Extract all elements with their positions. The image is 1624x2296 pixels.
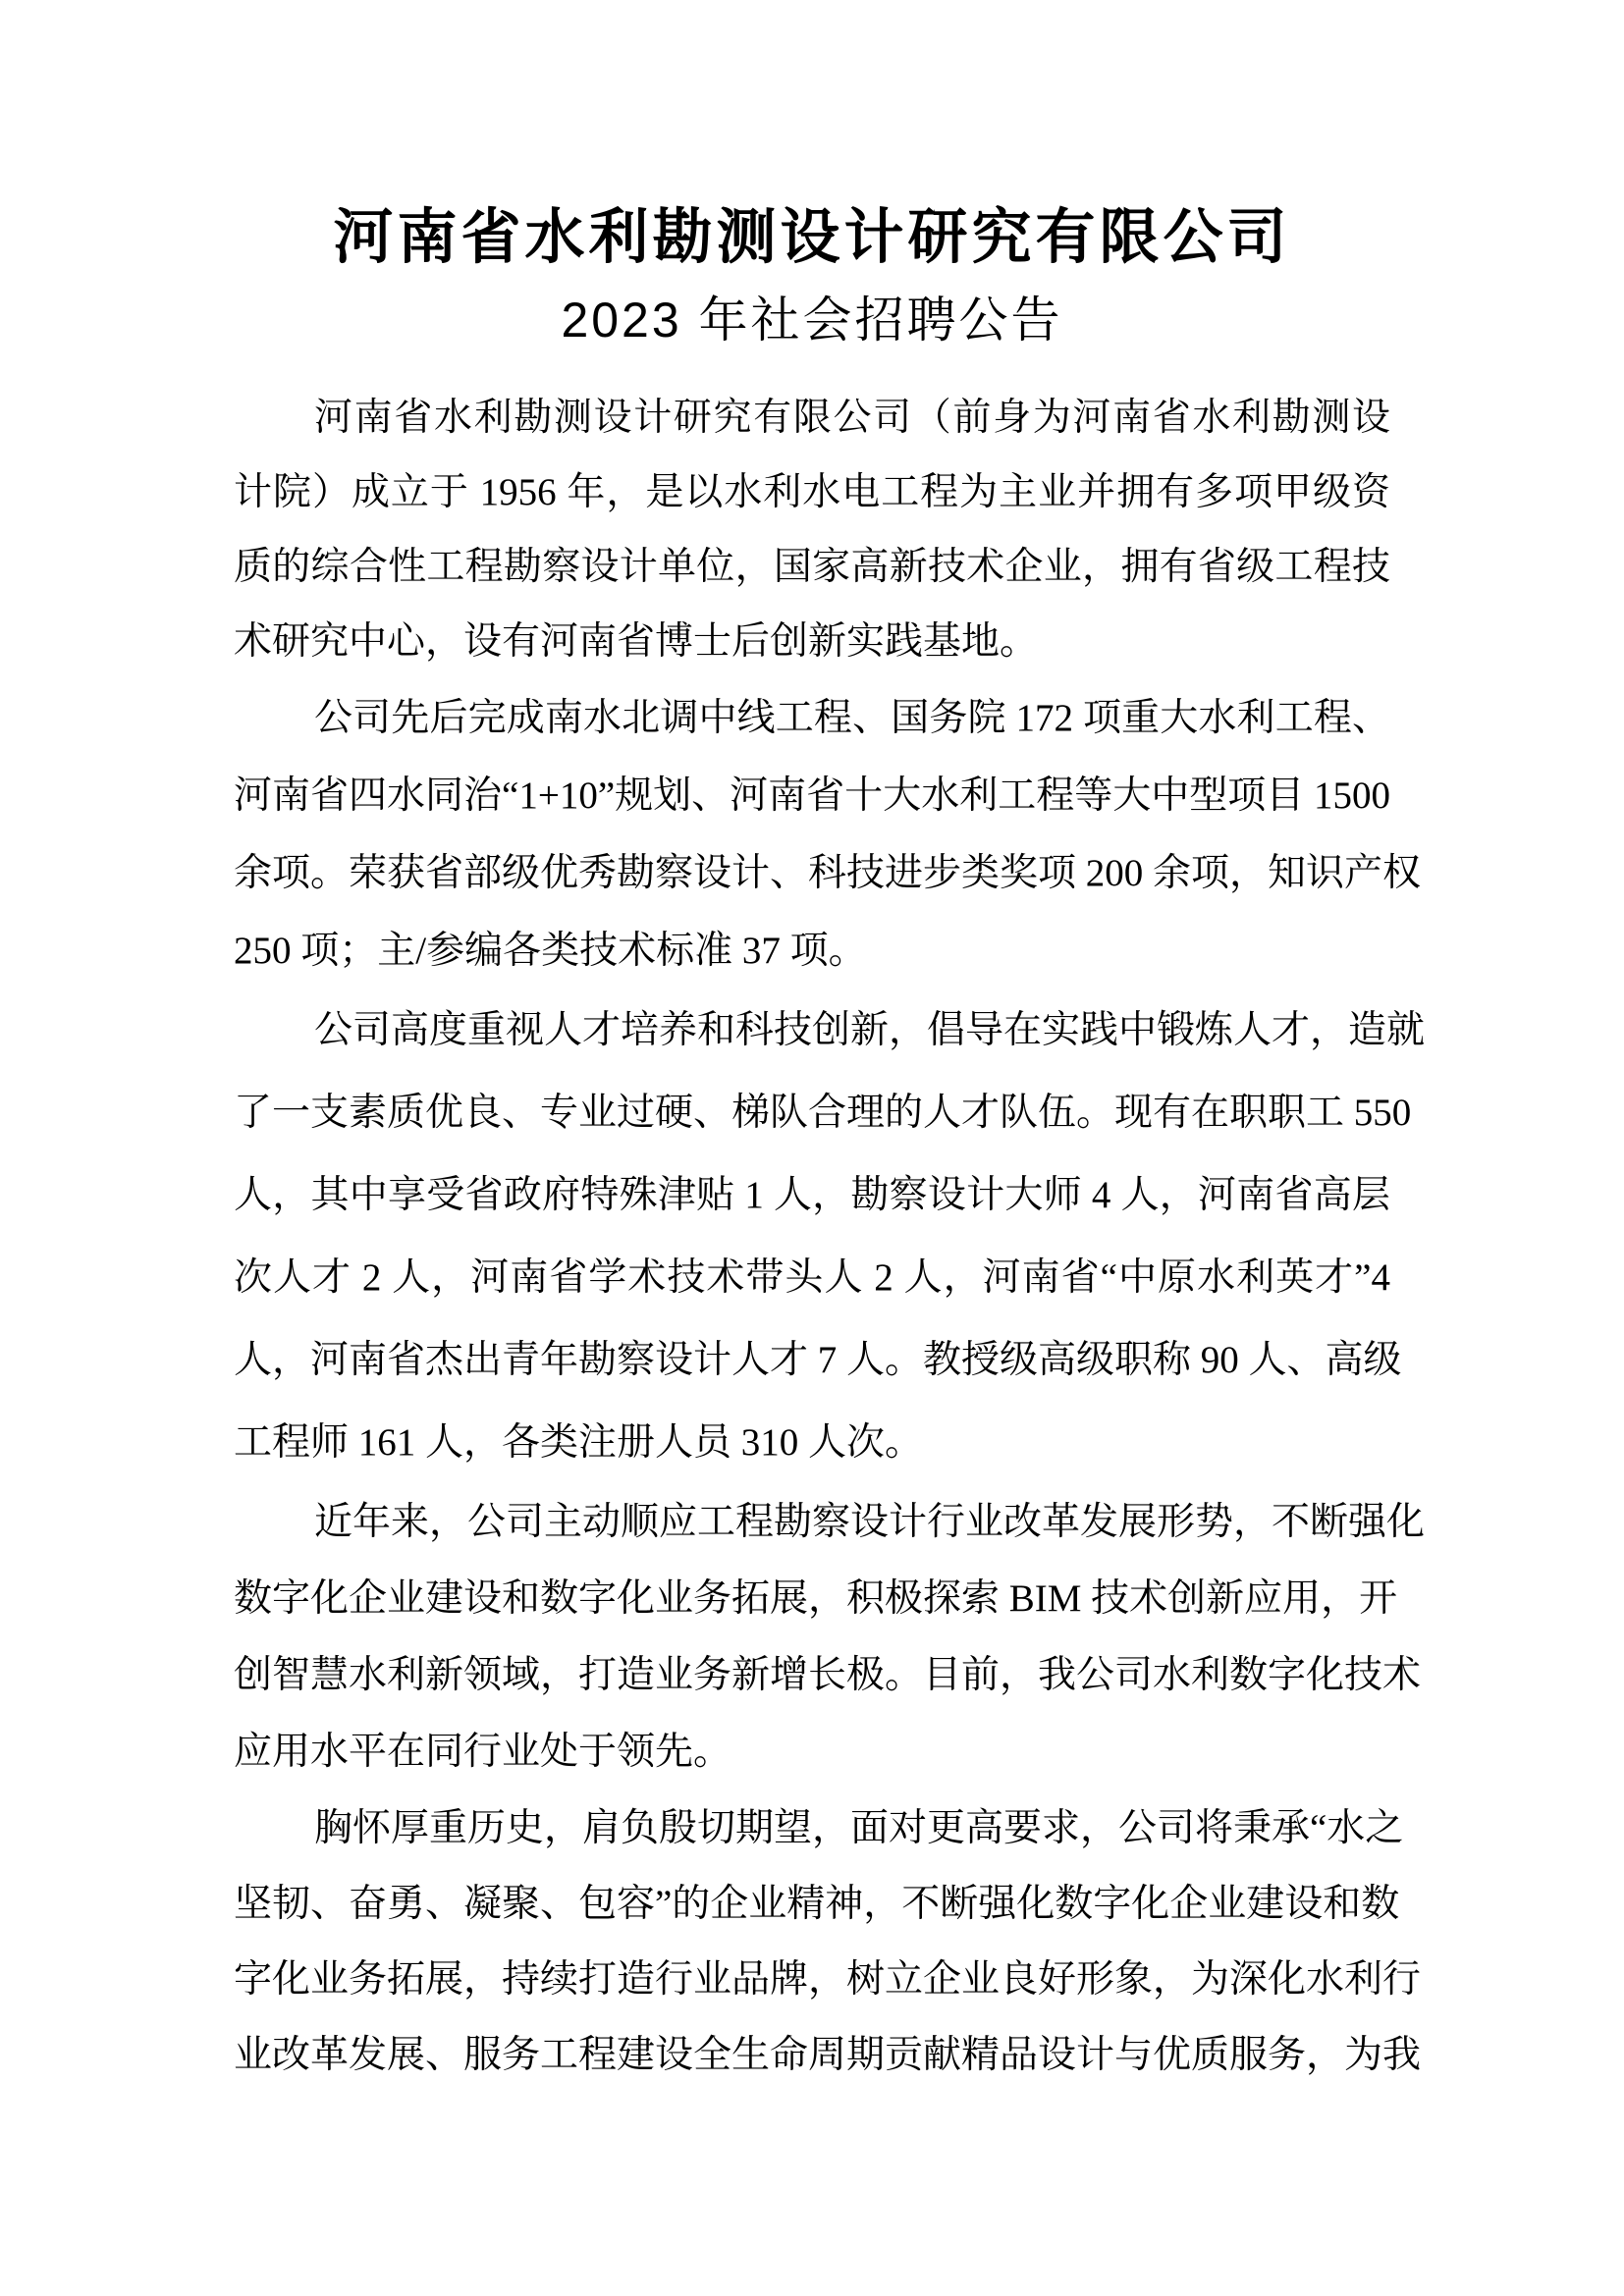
text-line: 250 项；主/参编各类技术标准 37 项。 (234, 930, 867, 972)
text-line: 公司高度重视人才培养和科技创新，倡导在实践中锻炼人才，造就 (314, 1009, 1426, 1051)
text-line: 工程师 161 人，各类注册人员 310 人次。 (234, 1421, 924, 1464)
text-line: 质的综合性工程勘察设计单位，国家高新技术企业，拥有省级工程技 (234, 546, 1390, 588)
text-line: 人，河南省杰出青年勘察设计人才 7 人。教授级高级职称 90 人、高级 (234, 1339, 1402, 1381)
text-line: 河南省四水同治“1+10”规划、河南省十大水利工程等大中型项目 1500 (234, 774, 1390, 817)
text-line: 人，其中享受省政府特殊津贴 1 人，勘察设计大师 4 人，河南省高层 (234, 1174, 1390, 1216)
text-line: 坚韧、奋勇、凝聚、包容”的企业精神，不断强化数字化企业建设和数 (234, 1883, 1400, 1925)
document-body (234, 381, 1426, 2093)
text-line: 创智慧水利新领域，打造业务新增长极。目前，我公司水利数字化技术 (234, 1654, 1422, 1696)
paragraph-achievements (234, 679, 1422, 989)
paragraph-digitalization (234, 1484, 1426, 1790)
paragraph-vision (234, 1790, 1422, 2093)
text-line: 术研究中心，设有河南省博士后创新实践基地。 (234, 620, 1039, 663)
text-line: 胸怀厚重历史，肩负殷切期望，面对更高要求，公司将秉承“水之 (314, 1807, 1404, 1849)
text-line: 公司先后完成南水北调中线工程、国务院 172 项重大水利工程、 (314, 697, 1390, 739)
paragraph-talent (234, 989, 1426, 1484)
text-line: 河南省水利勘测设计研究有限公司（前身为河南省水利勘测设 (314, 397, 1390, 439)
document-title: 河南省水利勘测设计研究有限公司 (333, 203, 1291, 270)
text-line: 计院）成立于 1956 年，是以水利水电工程为主业并拥有多项甲级资 (234, 471, 1390, 513)
document-subtitle: 2023 年社会招聘公告 (561, 293, 1063, 347)
text-line: 字化业务拓展，持续打造行业品牌，树立企业良好形象，为深化水利行 (234, 1958, 1422, 2001)
text-line: 了一支素质优良、专业过硬、梯队合理的人才队伍。现有在职职工 550 (234, 1092, 1412, 1134)
text-line: 应用水平在同行业处于领先。 (234, 1731, 732, 1773)
text-line: 近年来，公司主动顺应工程勘察设计行业改革发展形势，不断强化 (314, 1501, 1426, 1543)
text-line: 次人才 2 人，河南省学术技术带头人 2 人，河南省“中原水利英才”4 (234, 1256, 1390, 1299)
text-line: 余项。荣获省部级优秀勘察设计、科技进步类奖项 200 余项，知识产权 (234, 852, 1422, 894)
text-line: 业改革发展、服务工程建设全生命周期贡献精品设计与优质服务，为我 (234, 2034, 1422, 2076)
paragraph-company-intro (234, 381, 1390, 679)
text-line: 数字化企业建设和数字化业务拓展，积极探索 BIM 技术创新应用，开 (234, 1577, 1398, 1620)
